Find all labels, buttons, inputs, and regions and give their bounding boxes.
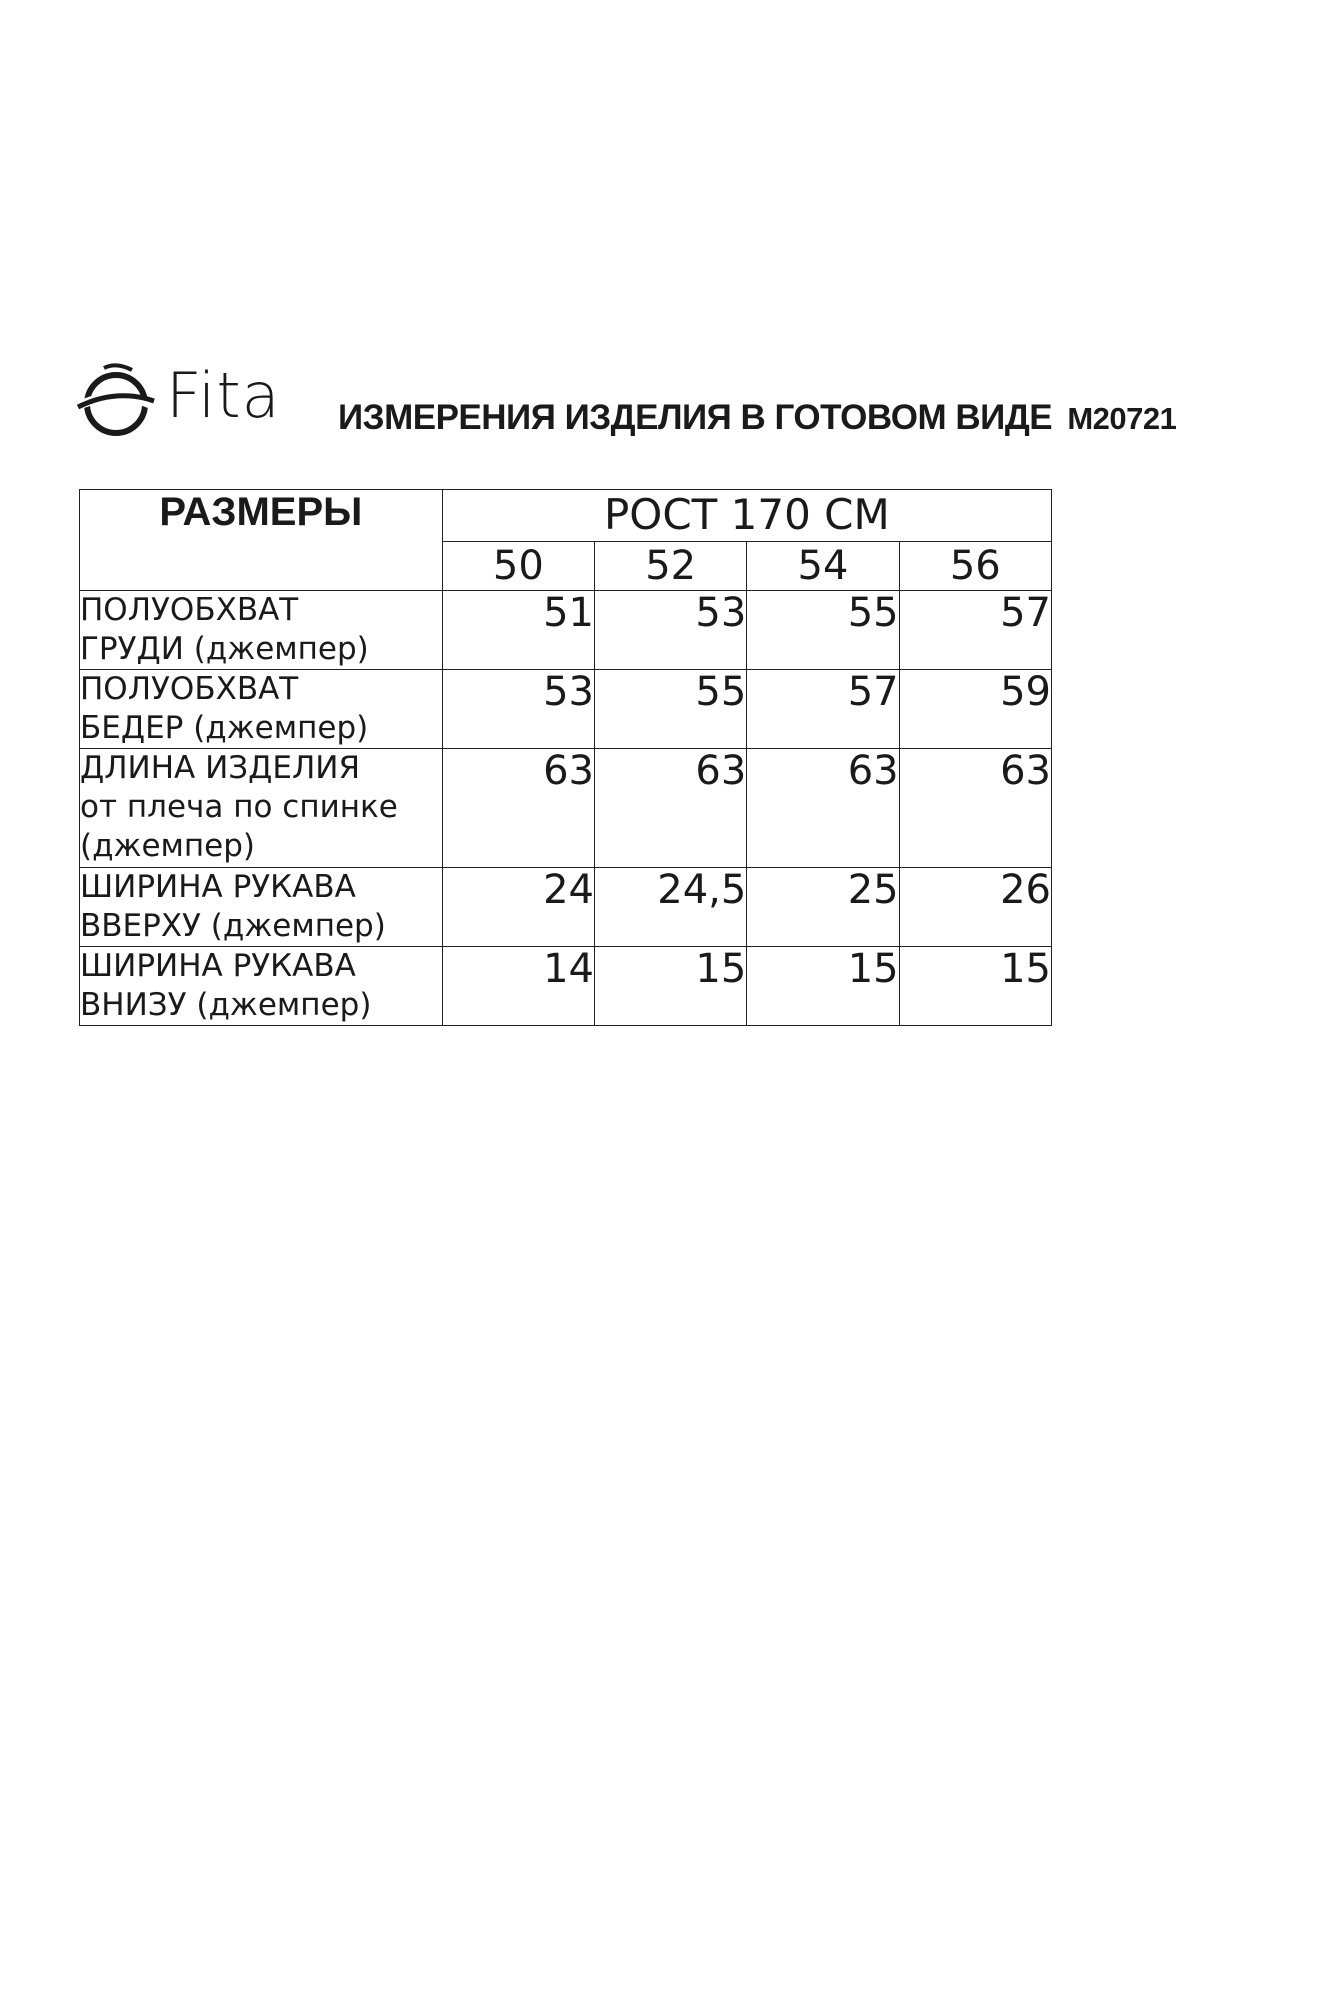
table-cell: 63 bbox=[442, 749, 594, 868]
row-label-line: БЕДЕР (джемпер) bbox=[80, 710, 369, 746]
size-column-header: 52 bbox=[595, 541, 747, 591]
title-text: ИЗМЕРЕНИЯ ИЗДЕЛИЯ В ГОТОВОМ ВИДЕ bbox=[338, 398, 1053, 437]
row-label bbox=[80, 947, 443, 1026]
row-label bbox=[80, 591, 443, 670]
table-cell: 15 bbox=[899, 947, 1051, 1026]
row-label-line: ВВЕРХУ (джемпер) bbox=[80, 908, 386, 944]
row-label bbox=[80, 670, 443, 749]
table-cell: 55 bbox=[595, 670, 747, 749]
table-cell: 24 bbox=[442, 868, 594, 947]
row-label-line: от плеча по спинке bbox=[80, 789, 398, 825]
brand-name: Fita bbox=[166, 359, 281, 432]
row-label-line: (джемпер) bbox=[80, 828, 256, 864]
fita-logo-icon bbox=[76, 360, 156, 440]
model-code: М20721 bbox=[1067, 401, 1177, 436]
row-label bbox=[80, 749, 443, 868]
table-cell: 26 bbox=[899, 868, 1051, 947]
table-cell: 63 bbox=[899, 749, 1051, 868]
size-column-header: 54 bbox=[747, 541, 899, 591]
page-title bbox=[338, 398, 1176, 438]
table-cell: 24,5 bbox=[595, 868, 747, 947]
table-cell: 53 bbox=[442, 670, 594, 749]
table-cell: 63 bbox=[747, 749, 899, 868]
table-cell: 14 bbox=[442, 947, 594, 1026]
measurements-table bbox=[79, 489, 1052, 1026]
table-cell: 63 bbox=[595, 749, 747, 868]
row-label-line: ПОЛУОБХВАТ bbox=[80, 671, 299, 707]
sizes-header: РАЗМЕРЫ bbox=[80, 490, 443, 591]
row-label-line: ДЛИНА ИЗДЕЛИЯ bbox=[80, 750, 360, 786]
table-row bbox=[80, 670, 1052, 749]
table-cell: 53 bbox=[595, 591, 747, 670]
document-header bbox=[76, 360, 1276, 440]
size-column-header: 56 bbox=[899, 541, 1051, 591]
table-cell: 15 bbox=[595, 947, 747, 1026]
table-row bbox=[80, 947, 1052, 1026]
table-cell: 57 bbox=[899, 591, 1051, 670]
table-cell: 51 bbox=[442, 591, 594, 670]
table-cell: 25 bbox=[747, 868, 899, 947]
table-cell: 55 bbox=[747, 591, 899, 670]
row-label-line: ШИРИНА РУКАВА bbox=[80, 948, 356, 984]
table-row bbox=[80, 591, 1052, 670]
table-header-row bbox=[80, 490, 1052, 542]
row-label bbox=[80, 868, 443, 947]
table-row bbox=[80, 868, 1052, 947]
table-row bbox=[80, 749, 1052, 868]
table-cell: 15 bbox=[747, 947, 899, 1026]
row-label-line: ВНИЗУ (джемпер) bbox=[80, 987, 372, 1023]
row-label-line: ГРУДИ (джемпер) bbox=[80, 631, 369, 667]
row-label-line: ШИРИНА РУКАВА bbox=[80, 869, 356, 905]
table-cell: 59 bbox=[899, 670, 1051, 749]
row-label-line: ПОЛУОБХВАТ bbox=[80, 592, 299, 628]
brand-logo bbox=[76, 360, 281, 440]
size-column-header: 50 bbox=[442, 541, 594, 591]
height-header: РОСТ 170 СМ bbox=[442, 490, 1051, 542]
table-cell: 57 bbox=[747, 670, 899, 749]
